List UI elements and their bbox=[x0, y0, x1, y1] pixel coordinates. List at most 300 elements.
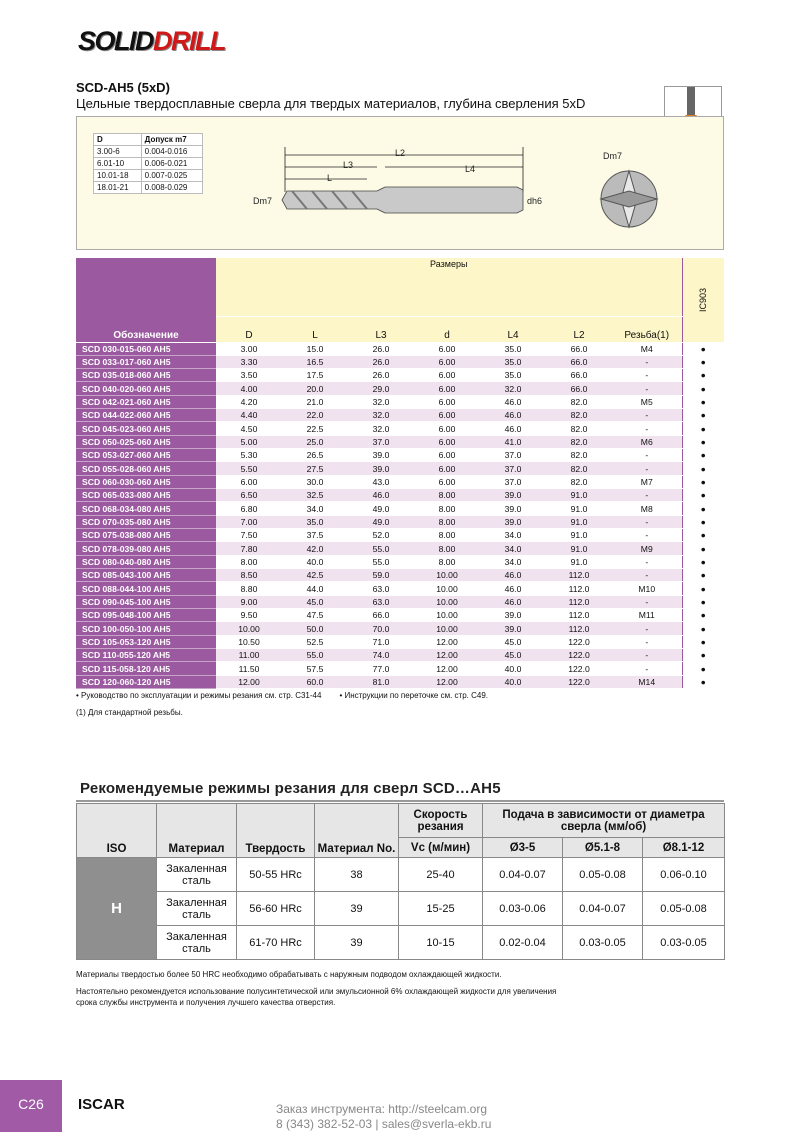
value-cell: 38 bbox=[315, 858, 399, 892]
page-number: C26 bbox=[0, 1080, 62, 1132]
value-cell: 66.0 bbox=[546, 382, 612, 395]
designation-cell: SCD 075-038-080 AH5 bbox=[76, 529, 216, 542]
designation-cell: SCD 070-035-080 AH5 bbox=[76, 515, 216, 528]
drill-drawing: D Допуск m7 3.00-6 0.004-0.016 6.01-10 0.006-0.021 10.01-18 0.007-0.025 18.01-21 0.008-0.029 L2 L3 L4 L Dm7 dh6 Dm7 bbox=[76, 116, 724, 250]
table-row bbox=[76, 355, 724, 368]
table-row bbox=[76, 582, 724, 595]
value-cell: 0.02-0.04 bbox=[483, 926, 563, 960]
table-row bbox=[76, 462, 724, 475]
value-cell: 122.0 bbox=[546, 675, 612, 688]
grade-dot: ● bbox=[682, 542, 724, 555]
designation-cell: SCD 105-053-120 AH5 bbox=[76, 635, 216, 648]
value-cell: 46.0 bbox=[480, 409, 546, 422]
value-cell: 0.03-0.06 bbox=[483, 892, 563, 926]
value-cell: M8 bbox=[612, 502, 682, 515]
value-cell: 25-40 bbox=[399, 858, 483, 892]
table-row bbox=[76, 422, 724, 435]
table-row bbox=[77, 858, 725, 892]
col-header: Резьба(1) bbox=[612, 316, 682, 342]
value-cell: 82.0 bbox=[546, 435, 612, 448]
value-cell: 6.00 bbox=[414, 462, 480, 475]
value-cell: 55.0 bbox=[348, 542, 414, 555]
value-cell: 12.00 bbox=[414, 662, 480, 675]
table-row bbox=[76, 595, 724, 608]
value-cell: 37.0 bbox=[348, 435, 414, 448]
value-cell: 8.50 bbox=[216, 569, 282, 582]
designation-cell: SCD 100-050-100 AH5 bbox=[76, 622, 216, 635]
value-cell: 55.0 bbox=[348, 555, 414, 568]
value-cell: 4.00 bbox=[216, 382, 282, 395]
value-cell: 9.50 bbox=[216, 609, 282, 622]
grade-dot: ● bbox=[682, 355, 724, 368]
table-row bbox=[77, 926, 725, 960]
value-cell: 91.0 bbox=[546, 502, 612, 515]
value-cell: 122.0 bbox=[546, 635, 612, 648]
title-underline bbox=[76, 800, 724, 802]
grade-dot: ● bbox=[682, 622, 724, 635]
value-cell: 34.0 bbox=[480, 542, 546, 555]
value-cell: 45.0 bbox=[282, 595, 348, 608]
table-row bbox=[76, 555, 724, 568]
value-cell: 61-70 HRc bbox=[237, 926, 315, 960]
value-cell: 47.5 bbox=[282, 609, 348, 622]
value-cell: - bbox=[612, 355, 682, 368]
value-cell: 6.00 bbox=[414, 355, 480, 368]
value-cell: 0.04-0.07 bbox=[563, 892, 643, 926]
value-cell: 46.0 bbox=[480, 569, 546, 582]
value-cell: 8.00 bbox=[414, 502, 480, 515]
value-cell: 35.0 bbox=[480, 369, 546, 382]
value-cell: 82.0 bbox=[546, 395, 612, 408]
value-cell: - bbox=[612, 649, 682, 662]
value-cell: 32.0 bbox=[348, 422, 414, 435]
value-cell: 0.05-0.08 bbox=[563, 858, 643, 892]
value-cell: 39.0 bbox=[480, 502, 546, 515]
designation-cell: SCD 090-045-100 AH5 bbox=[76, 595, 216, 608]
col-header: L2 bbox=[546, 316, 612, 342]
dimensions-header: Размеры bbox=[216, 258, 682, 316]
value-cell: 71.0 bbox=[348, 635, 414, 648]
value-cell: Закаленная сталь bbox=[157, 926, 237, 960]
value-cell: 122.0 bbox=[546, 662, 612, 675]
designation-cell: SCD 110-055-120 AH5 bbox=[76, 649, 216, 662]
designation-cell: SCD 033-017-060 AH5 bbox=[76, 355, 216, 368]
value-cell: 6.50 bbox=[216, 489, 282, 502]
grade-dot: ● bbox=[682, 475, 724, 488]
value-cell: 3.30 bbox=[216, 355, 282, 368]
value-cell: 0.06-0.10 bbox=[643, 858, 725, 892]
value-cell: 15.0 bbox=[282, 342, 348, 355]
value-cell: Закаленная сталь bbox=[157, 858, 237, 892]
value-cell: 77.0 bbox=[348, 662, 414, 675]
value-cell: 52.0 bbox=[348, 529, 414, 542]
tolerance-table: D Допуск m7 3.00-6 0.004-0.016 6.01-10 0.006-0.021 10.01-18 0.007-0.025 18.01-21 0.008-0.029 bbox=[93, 133, 203, 194]
grade-dot: ● bbox=[682, 662, 724, 675]
table-row bbox=[76, 502, 724, 515]
designation-cell: SCD 115-058-120 AH5 bbox=[76, 662, 216, 675]
value-cell: 91.0 bbox=[546, 555, 612, 568]
value-cell: 91.0 bbox=[546, 515, 612, 528]
grade-dot: ● bbox=[682, 529, 724, 542]
value-cell: 26.0 bbox=[348, 342, 414, 355]
value-cell: 5.00 bbox=[216, 435, 282, 448]
designation-cell: SCD 050-025-060 AH5 bbox=[76, 435, 216, 448]
grade-dot: ● bbox=[682, 635, 724, 648]
value-cell: 34.0 bbox=[480, 529, 546, 542]
value-cell: 37.0 bbox=[480, 475, 546, 488]
col-header: d bbox=[414, 316, 480, 342]
grade-dot: ● bbox=[682, 409, 724, 422]
value-cell: 8.00 bbox=[414, 555, 480, 568]
value-cell: 32.0 bbox=[348, 409, 414, 422]
value-cell: 34.0 bbox=[480, 555, 546, 568]
grade-dot: ● bbox=[682, 649, 724, 662]
table-row bbox=[77, 892, 725, 926]
designation-cell: SCD 080-040-080 AH5 bbox=[76, 555, 216, 568]
grade-dot: ● bbox=[682, 675, 724, 688]
value-cell: 3.00 bbox=[216, 342, 282, 355]
value-cell: 21.0 bbox=[282, 395, 348, 408]
value-cell: 35.0 bbox=[282, 515, 348, 528]
designation-cell: SCD 045-023-060 AH5 bbox=[76, 422, 216, 435]
designation-cell: SCD 068-034-080 AH5 bbox=[76, 502, 216, 515]
designation-cell: SCD 060-030-060 AH5 bbox=[76, 475, 216, 488]
grade-dot: ● bbox=[682, 489, 724, 502]
value-cell: 32.0 bbox=[480, 382, 546, 395]
designation-cell: SCD 120-060-120 AH5 bbox=[76, 675, 216, 688]
value-cell: M14 bbox=[612, 675, 682, 688]
value-cell: 6.00 bbox=[414, 342, 480, 355]
value-cell: 32.5 bbox=[282, 489, 348, 502]
value-cell: 37.0 bbox=[480, 449, 546, 462]
value-cell: 12.00 bbox=[414, 649, 480, 662]
value-cell: 6.00 bbox=[414, 435, 480, 448]
value-cell: 6.00 bbox=[414, 369, 480, 382]
value-cell: 50-55 HRc bbox=[237, 858, 315, 892]
value-cell: 37.0 bbox=[480, 462, 546, 475]
value-cell: 42.0 bbox=[282, 542, 348, 555]
value-cell: 81.0 bbox=[348, 675, 414, 688]
value-cell: 39.0 bbox=[480, 489, 546, 502]
value-cell: 20.0 bbox=[282, 382, 348, 395]
value-cell: 0.03-0.05 bbox=[643, 926, 725, 960]
usage-notes: • Руководство по эксплуатации и режимы резания см. стр. С31-44 • Инструкции по переточке см. стр. С49. bbox=[76, 691, 488, 700]
value-cell: 112.0 bbox=[546, 595, 612, 608]
value-cell: M6 bbox=[612, 435, 682, 448]
value-cell: 0.03-0.05 bbox=[563, 926, 643, 960]
value-cell: 46.0 bbox=[480, 395, 546, 408]
table-row bbox=[76, 609, 724, 622]
value-cell: 10.00 bbox=[414, 622, 480, 635]
value-cell: M10 bbox=[612, 582, 682, 595]
value-cell: - bbox=[612, 569, 682, 582]
value-cell: 12.00 bbox=[216, 675, 282, 688]
col-header: D bbox=[216, 316, 282, 342]
table-row bbox=[76, 435, 724, 448]
value-cell: 6.00 bbox=[414, 395, 480, 408]
value-cell: 17.5 bbox=[282, 369, 348, 382]
grade-dot: ● bbox=[682, 569, 724, 582]
solid-drill-logo: SOLIDDRILL bbox=[78, 26, 225, 56]
value-cell: 26.5 bbox=[282, 449, 348, 462]
table-row bbox=[76, 369, 724, 382]
grade-dot: ● bbox=[682, 382, 724, 395]
table-row bbox=[76, 649, 724, 662]
table-row bbox=[76, 382, 724, 395]
designation-cell: SCD 088-044-100 AH5 bbox=[76, 582, 216, 595]
value-cell: 60.0 bbox=[282, 675, 348, 688]
coolant-note: Материалы твердостью более 50 HRC необходимо обрабатывать с наружным подводом охлаждающей жидкости. bbox=[76, 970, 502, 979]
grade-dot: ● bbox=[682, 555, 724, 568]
table-row bbox=[76, 489, 724, 502]
value-cell: - bbox=[612, 422, 682, 435]
value-cell: 6.00 bbox=[216, 475, 282, 488]
value-cell: 35.0 bbox=[480, 355, 546, 368]
value-cell: 10.50 bbox=[216, 635, 282, 648]
product-code: SCD-AH5 (5xD) bbox=[76, 80, 170, 95]
value-cell: 7.80 bbox=[216, 542, 282, 555]
value-cell: - bbox=[612, 515, 682, 528]
value-cell: 8.00 bbox=[414, 542, 480, 555]
grade-header: IC903 bbox=[682, 258, 724, 342]
value-cell: 39 bbox=[315, 926, 399, 960]
designation-cell: SCD 095-048-100 AH5 bbox=[76, 609, 216, 622]
value-cell: 16.5 bbox=[282, 355, 348, 368]
table-row bbox=[76, 622, 724, 635]
value-cell: 32.0 bbox=[348, 395, 414, 408]
value-cell: M5 bbox=[612, 395, 682, 408]
table-row bbox=[76, 662, 724, 675]
value-cell: 15-25 bbox=[399, 892, 483, 926]
value-cell: 12.00 bbox=[414, 675, 480, 688]
value-cell: - bbox=[612, 489, 682, 502]
value-cell: 45.0 bbox=[480, 649, 546, 662]
value-cell: 45.0 bbox=[480, 635, 546, 648]
grade-dot: ● bbox=[682, 582, 724, 595]
value-cell: 82.0 bbox=[546, 409, 612, 422]
table-row bbox=[76, 475, 724, 488]
table-row bbox=[76, 542, 724, 555]
emulsion-note: Настоятельно рекомендуется использование полусинтетической или эмульсионной 6% охлаждающей жидкости для увеличения срока службы инструмента и получения лучшего качества отверстия. bbox=[76, 987, 557, 1007]
table-row bbox=[76, 569, 724, 582]
value-cell: 4.20 bbox=[216, 395, 282, 408]
value-cell: 59.0 bbox=[348, 569, 414, 582]
grade-dot: ● bbox=[682, 609, 724, 622]
designation-cell: SCD 085-043-100 AH5 bbox=[76, 569, 216, 582]
value-cell: 112.0 bbox=[546, 569, 612, 582]
value-cell: 26.0 bbox=[348, 355, 414, 368]
value-cell: 39.0 bbox=[348, 462, 414, 475]
value-cell: 39.0 bbox=[480, 609, 546, 622]
value-cell: 4.40 bbox=[216, 409, 282, 422]
drill-spec-table bbox=[76, 258, 724, 689]
value-cell: 42.5 bbox=[282, 569, 348, 582]
designation-header: Обозначение bbox=[76, 258, 216, 342]
value-cell: 46.0 bbox=[480, 422, 546, 435]
value-cell: 46.0 bbox=[348, 489, 414, 502]
value-cell: 49.0 bbox=[348, 502, 414, 515]
value-cell: 10.00 bbox=[414, 569, 480, 582]
value-cell: 39.0 bbox=[348, 449, 414, 462]
value-cell: - bbox=[612, 662, 682, 675]
grade-dot: ● bbox=[682, 342, 724, 355]
grade-dot: ● bbox=[682, 435, 724, 448]
value-cell: 26.0 bbox=[348, 369, 414, 382]
value-cell: 10.00 bbox=[414, 582, 480, 595]
value-cell: 22.5 bbox=[282, 422, 348, 435]
value-cell: 39.0 bbox=[480, 515, 546, 528]
value-cell: 91.0 bbox=[546, 529, 612, 542]
value-cell: 0.04-0.07 bbox=[483, 858, 563, 892]
cutting-conditions-table: ISO Материал Твердость Материал No. Скорость резания Подача в зависимости от диаметра сверла (мм/об) Vc (м/мин) Ø3-5 Ø5.1-8 Ø8.1-12 H Закаленная сталь 50-55 HRc 38 25-40 0.04-0.07 0.05-0.08 0.06-0.10 Закаленная сталь 56-60 HRc 39 15-25 0.03-0.06 0.04-0.07 0.05-0.08 Закаленная сталь 61-70 HRc 39 10-15 0.02-0.04 0.03-0.05 0.03-0.05 bbox=[76, 803, 725, 960]
value-cell: 6.00 bbox=[414, 382, 480, 395]
value-cell: 5.50 bbox=[216, 462, 282, 475]
designation-cell: SCD 042-021-060 AH5 bbox=[76, 395, 216, 408]
designation-cell: SCD 078-039-080 AH5 bbox=[76, 542, 216, 555]
value-cell: 11.00 bbox=[216, 649, 282, 662]
value-cell: 9.00 bbox=[216, 595, 282, 608]
value-cell: 11.50 bbox=[216, 662, 282, 675]
grade-dot: ● bbox=[682, 462, 724, 475]
cutting-conditions-title: Рекомендуемые режимы резания для сверл SCD…AH5 bbox=[80, 780, 501, 797]
value-cell: 10.00 bbox=[414, 595, 480, 608]
value-cell: 82.0 bbox=[546, 475, 612, 488]
value-cell: M7 bbox=[612, 475, 682, 488]
iscar-brand: ISCAR bbox=[78, 1096, 125, 1113]
value-cell: 91.0 bbox=[546, 542, 612, 555]
value-cell: 8.00 bbox=[414, 489, 480, 502]
value-cell: 40.0 bbox=[282, 555, 348, 568]
value-cell: 56-60 HRc bbox=[237, 892, 315, 926]
value-cell: 82.0 bbox=[546, 462, 612, 475]
designation-cell: SCD 035-018-060 AH5 bbox=[76, 369, 216, 382]
grade-dot: ● bbox=[682, 449, 724, 462]
grade-dot: ● bbox=[682, 502, 724, 515]
value-cell: 70.0 bbox=[348, 622, 414, 635]
designation-cell: SCD 055-028-060 AH5 bbox=[76, 462, 216, 475]
value-cell: 7.50 bbox=[216, 529, 282, 542]
value-cell: 52.5 bbox=[282, 635, 348, 648]
table-row bbox=[76, 515, 724, 528]
value-cell: 29.0 bbox=[348, 382, 414, 395]
value-cell: 35.0 bbox=[480, 342, 546, 355]
grade-dot: ● bbox=[682, 395, 724, 408]
thread-footnote: (1) Для стандартной резьбы. bbox=[76, 708, 183, 717]
value-cell: 40.0 bbox=[480, 675, 546, 688]
value-cell: 8.00 bbox=[216, 555, 282, 568]
table-row bbox=[76, 409, 724, 422]
value-cell: 41.0 bbox=[480, 435, 546, 448]
value-cell: - bbox=[612, 409, 682, 422]
value-cell: M9 bbox=[612, 542, 682, 555]
value-cell: - bbox=[612, 595, 682, 608]
value-cell: 4.50 bbox=[216, 422, 282, 435]
value-cell: - bbox=[612, 382, 682, 395]
value-cell: - bbox=[612, 555, 682, 568]
contact-info: Заказ инструмента: http://steelcam.org 8 (343) 382-52-03 | sales@sverla-ekb.ru bbox=[276, 1102, 492, 1131]
value-cell: 8.00 bbox=[414, 529, 480, 542]
product-description: Цельные твердосплавные сверла для твердых материалов, глубина сверления 5xD bbox=[76, 96, 586, 111]
table-row bbox=[76, 395, 724, 408]
table-row bbox=[76, 675, 724, 688]
value-cell: 39 bbox=[315, 892, 399, 926]
value-cell: 5.30 bbox=[216, 449, 282, 462]
value-cell: 10.00 bbox=[414, 609, 480, 622]
table-row bbox=[76, 342, 724, 355]
value-cell: 50.0 bbox=[282, 622, 348, 635]
grade-dot: ● bbox=[682, 595, 724, 608]
designation-cell: SCD 053-027-060 AH5 bbox=[76, 449, 216, 462]
designation-cell: SCD 030-015-060 AH5 bbox=[76, 342, 216, 355]
value-cell: 22.0 bbox=[282, 409, 348, 422]
grade-dot: ● bbox=[682, 422, 724, 435]
value-cell: 66.0 bbox=[348, 609, 414, 622]
value-cell: 66.0 bbox=[546, 342, 612, 355]
value-cell: 27.5 bbox=[282, 462, 348, 475]
value-cell: 49.0 bbox=[348, 515, 414, 528]
value-cell: 7.00 bbox=[216, 515, 282, 528]
value-cell: 46.0 bbox=[480, 595, 546, 608]
value-cell: 39.0 bbox=[480, 622, 546, 635]
value-cell: 57.5 bbox=[282, 662, 348, 675]
value-cell: 40.0 bbox=[480, 662, 546, 675]
value-cell: 82.0 bbox=[546, 449, 612, 462]
value-cell: 46.0 bbox=[480, 582, 546, 595]
value-cell: 25.0 bbox=[282, 435, 348, 448]
value-cell: 8.80 bbox=[216, 582, 282, 595]
value-cell: 6.80 bbox=[216, 502, 282, 515]
table-row bbox=[76, 529, 724, 542]
value-cell: M11 bbox=[612, 609, 682, 622]
value-cell: 6.00 bbox=[414, 422, 480, 435]
value-cell: 44.0 bbox=[282, 582, 348, 595]
value-cell: 37.5 bbox=[282, 529, 348, 542]
value-cell: 12.00 bbox=[414, 635, 480, 648]
drill-side-view bbox=[77, 117, 725, 251]
value-cell: 30.0 bbox=[282, 475, 348, 488]
value-cell: 10-15 bbox=[399, 926, 483, 960]
value-cell: 55.0 bbox=[282, 649, 348, 662]
value-cell: 82.0 bbox=[546, 422, 612, 435]
value-cell: - bbox=[612, 622, 682, 635]
value-cell: 6.00 bbox=[414, 449, 480, 462]
col-header: L bbox=[282, 316, 348, 342]
value-cell: 112.0 bbox=[546, 622, 612, 635]
value-cell: 122.0 bbox=[546, 649, 612, 662]
value-cell: - bbox=[612, 529, 682, 542]
value-cell: 10.00 bbox=[216, 622, 282, 635]
value-cell: 63.0 bbox=[348, 582, 414, 595]
value-cell: Закаленная сталь bbox=[157, 892, 237, 926]
iso-group-cell: H bbox=[77, 858, 157, 960]
grade-dot: ● bbox=[682, 515, 724, 528]
value-cell: - bbox=[612, 449, 682, 462]
value-cell: 66.0 bbox=[546, 355, 612, 368]
grade-dot: ● bbox=[682, 369, 724, 382]
value-cell: 112.0 bbox=[546, 582, 612, 595]
value-cell: 6.00 bbox=[414, 475, 480, 488]
value-cell: 8.00 bbox=[414, 515, 480, 528]
value-cell: - bbox=[612, 462, 682, 475]
value-cell: 112.0 bbox=[546, 609, 612, 622]
designation-cell: SCD 044-022-060 AH5 bbox=[76, 409, 216, 422]
designation-cell: SCD 065-033-080 AH5 bbox=[76, 489, 216, 502]
value-cell: - bbox=[612, 369, 682, 382]
value-cell: 91.0 bbox=[546, 489, 612, 502]
value-cell: - bbox=[612, 635, 682, 648]
table-row bbox=[76, 449, 724, 462]
table-row bbox=[76, 635, 724, 648]
